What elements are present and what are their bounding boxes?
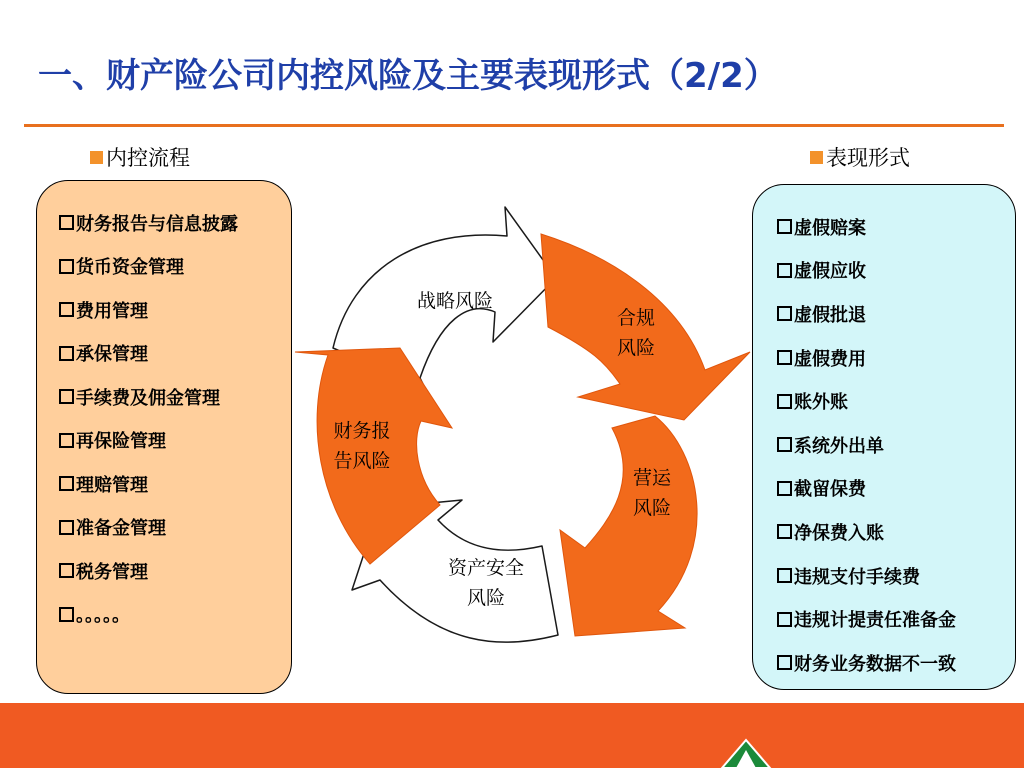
company-logo-icon <box>720 738 772 768</box>
list-item-text: 税务管理 <box>76 561 148 583</box>
operation-risk-label-line1: 营运 <box>632 467 672 489</box>
list-item-text: 系统外出单 <box>794 435 884 457</box>
list-item-text: 货币资金管理 <box>76 257 184 279</box>
compliance-risk-label-line1: 合规 <box>616 307 656 329</box>
list-item-text: 虚假应收 <box>794 261 866 283</box>
list-item-text: 违规支付手续费 <box>794 566 920 588</box>
list-item-text: 净保费入账 <box>794 522 884 544</box>
list-item-text: 手续费及佣金管理 <box>76 387 220 409</box>
list-item-text: 违规计提责任准备金 <box>794 610 956 632</box>
list-item-text: 准备金管理 <box>76 518 166 540</box>
financial-risk-label-line2: 告风险 <box>333 450 391 472</box>
right-heading-text: 表现形式 <box>826 146 910 170</box>
list-item-text: 。。。。。 <box>76 605 130 627</box>
list-item-text: 费用管理 <box>76 300 148 322</box>
footer-band <box>0 703 1024 768</box>
list-item-text: 虚假赔案 <box>794 217 866 239</box>
strategy-risk-label: 战略风险 <box>416 290 494 312</box>
list-item-text: 截留保费 <box>794 479 866 501</box>
compliance-risk-label-line2: 风险 <box>616 337 656 359</box>
list-item-text: 虚假费用 <box>794 348 866 370</box>
slide-title: 一、财产险公司内控风险及主要表现形式（2/2） <box>38 56 778 96</box>
list-item-text: 理赔管理 <box>76 474 148 496</box>
asset-risk-label-line2: 风险 <box>466 587 506 609</box>
operation-risk-label-line2: 风险 <box>632 497 672 519</box>
list-item-text: 账外账 <box>794 392 848 414</box>
list-item-text: 虚假批退 <box>794 304 866 326</box>
list-item-text: 承保管理 <box>76 344 148 366</box>
list-item-text: 财务业务数据不一致 <box>794 653 956 675</box>
left-heading-text: 内控流程 <box>106 146 190 170</box>
list-item-text: 财务报告与信息披露 <box>76 213 238 235</box>
list-item-text: 再保险管理 <box>76 431 166 453</box>
operation-risk-arrow <box>560 416 697 636</box>
asset-risk-label-line1: 资产安全 <box>447 557 525 579</box>
financial-risk-label-line1: 财务报 <box>333 420 391 442</box>
